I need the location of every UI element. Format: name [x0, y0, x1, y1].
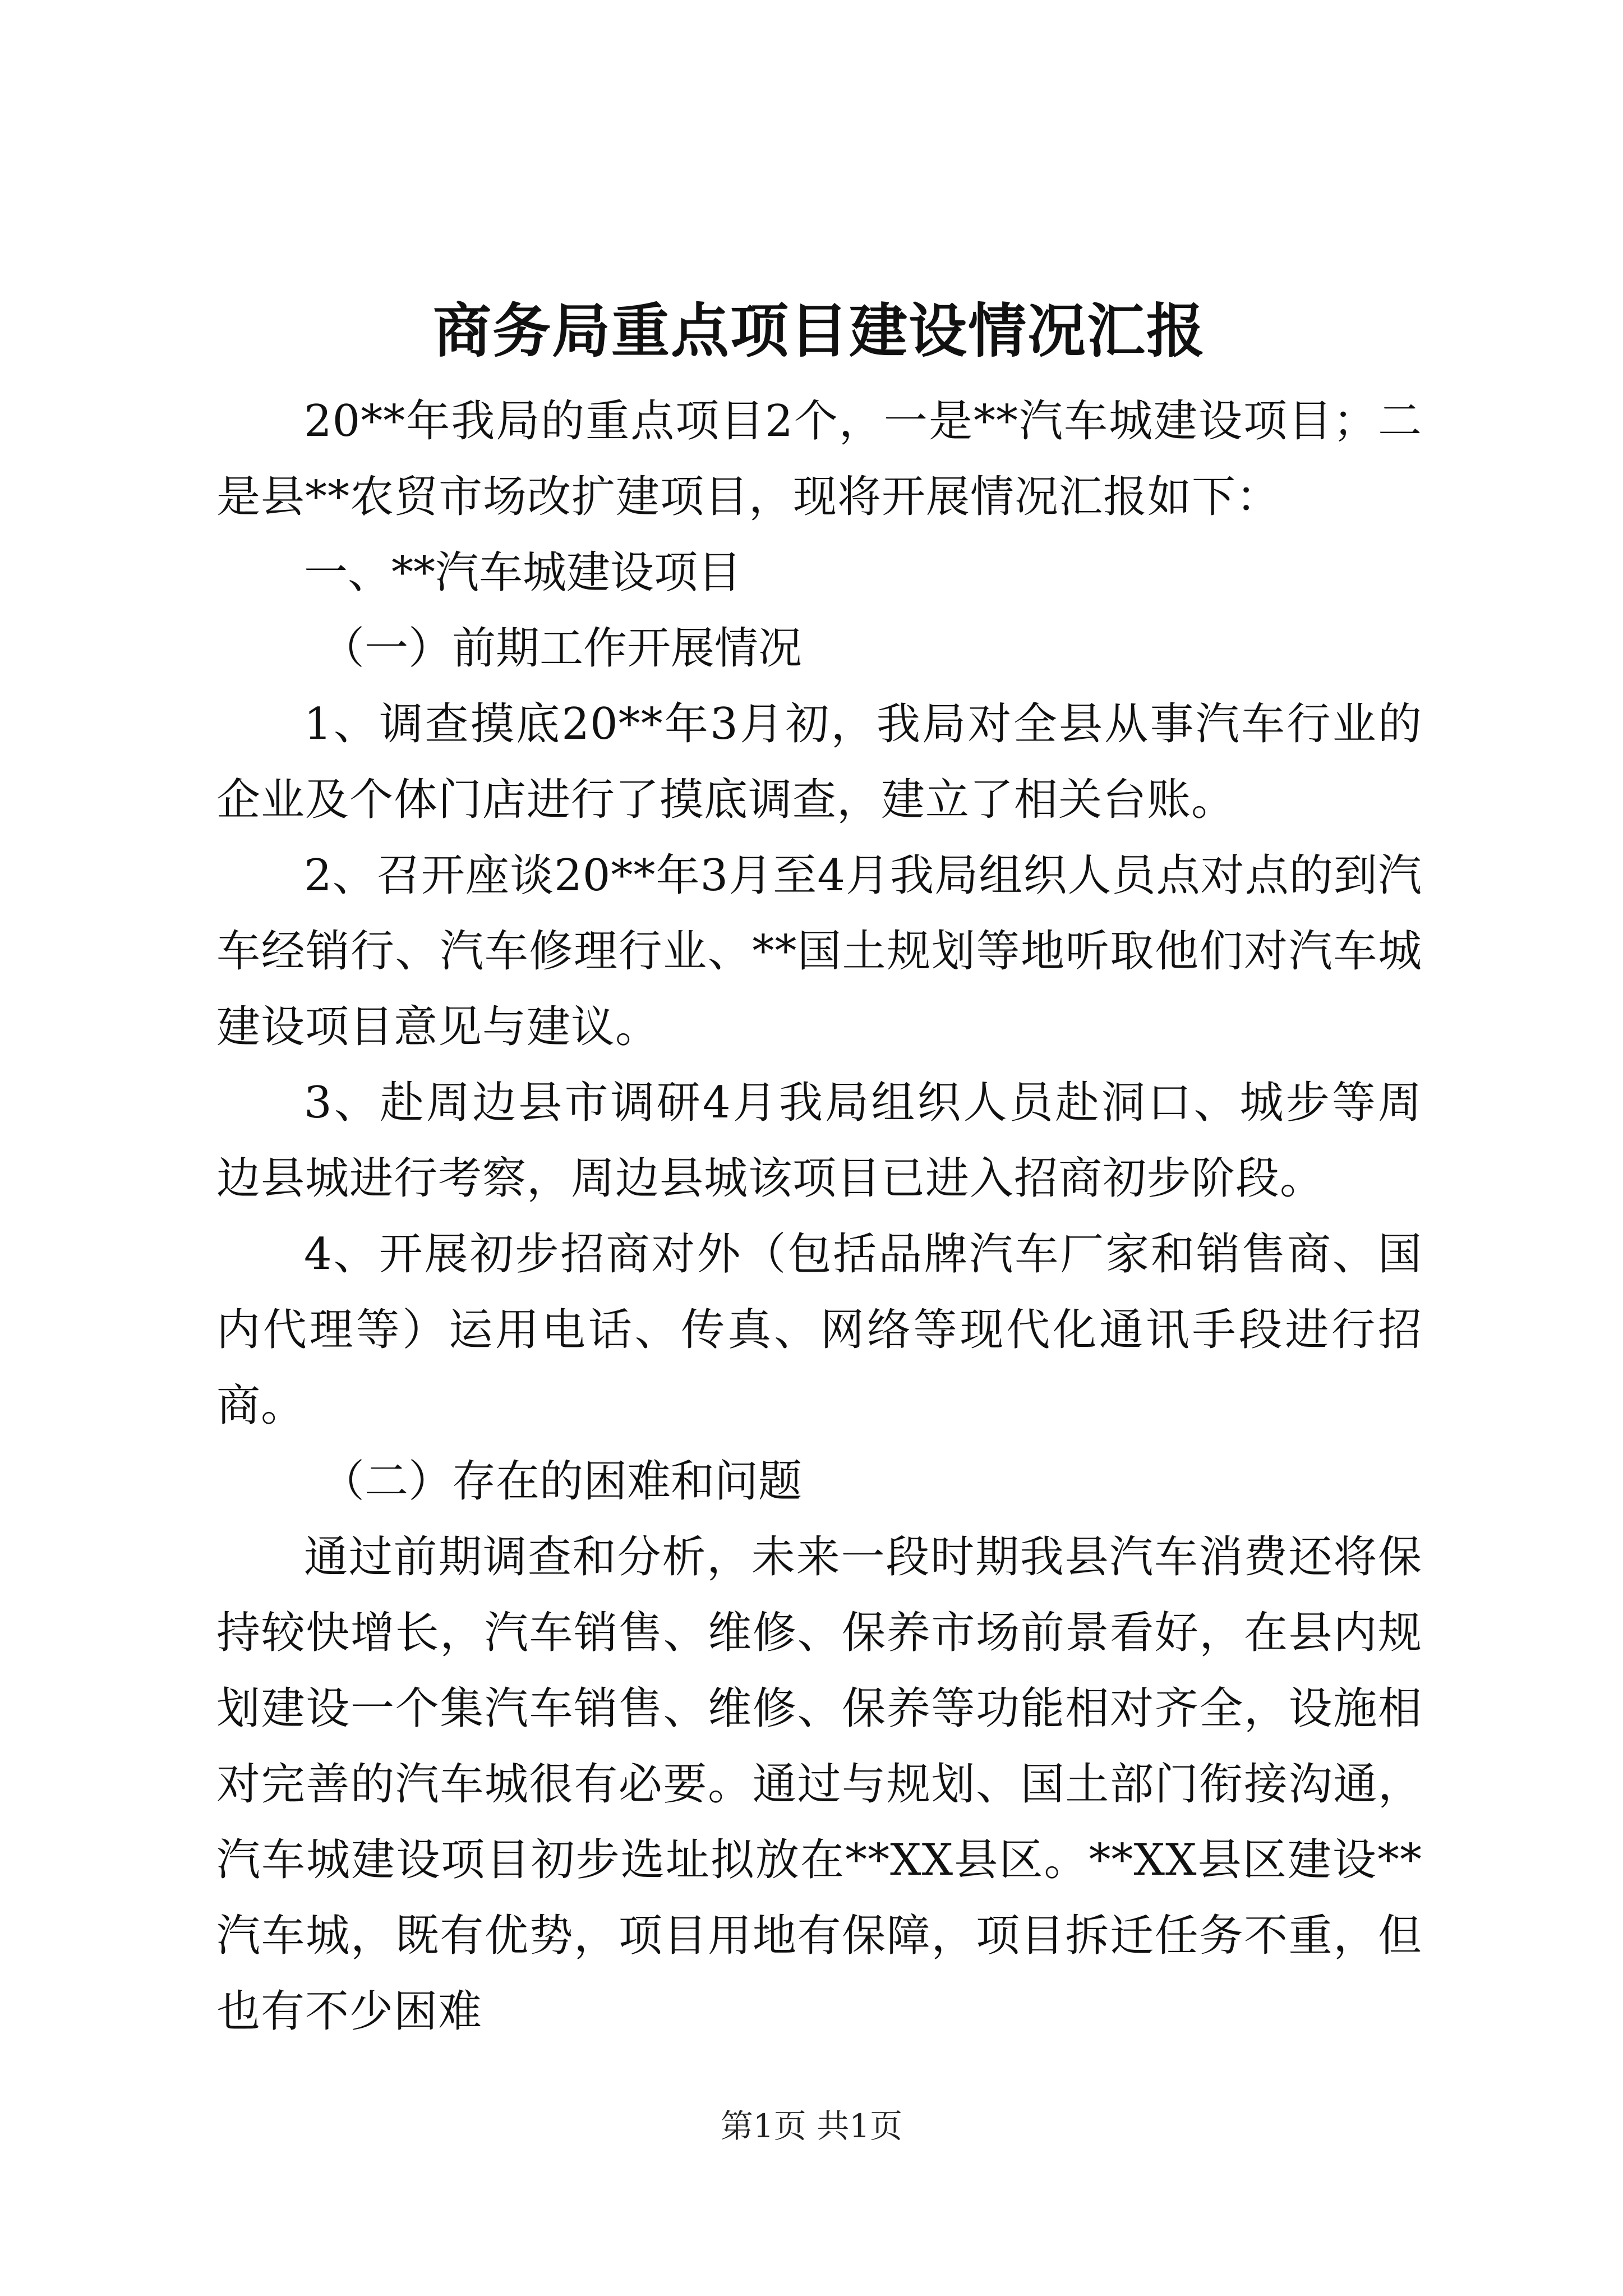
difficulties-paragraph: 通过前期调查和分析，未来一段时期我县汽车消费还将保持较快增长，汽车销售、维修、保养市场前景看好，在县内规划建设一个集汽车销售、维修、保养等功能相对齐全，设施相对完善的汽车城很有必要。通过与规划、国土部门衔接沟通，汽车城建设项目初步选址拟放在**XX县区。**XX县区建设**汽车城，既有优势，项目用地有保障，项目拆迁任务不重，但也有不少困难	[216, 1532, 1422, 2037]
page-footer: 第1页 共1页	[720, 2107, 903, 2145]
item-1-paragraph: 1、调查摸底20**年3月初，我局对全县从事汽车行业的企业及个体门店进行了摸底调查，建立了相关台账。	[216, 699, 1422, 825]
intro-paragraph: 20**年我局的重点项目2个，一是**汽车城建设项目；二是县**农贸市场改扩建项目，现将开展情况汇报如下：	[216, 396, 1422, 522]
subsection-two-heading: （二）存在的困难和问题	[321, 1456, 803, 1507]
item-4-paragraph: 4、开展初步招商对外（包括品牌汽车厂家和销售商、国内代理等）运用电话、传真、网络等现代化通讯手段进行招商。	[216, 1229, 1422, 1431]
item-2-paragraph: 2、召开座谈20**年3月至4月我局组织人员点对点的到汽车经销行、汽车修理行业、**国土规划等地听取他们对汽车城建设项目意见与建议。	[216, 850, 1422, 1052]
item-3-paragraph: 3、赴周边县市调研4月我局组织人员赴洞口、城步等周边县城进行考察，周边县城该项目已进入招商初步阶段。	[216, 1078, 1422, 1204]
subsection-one-heading: （一）前期工作开展情况	[321, 623, 803, 674]
section-one-heading: 一、**汽车城建设项目	[304, 547, 742, 598]
document-title: 商务局重点项目建设情况汇报	[432, 296, 1206, 365]
document-body	[216, 280, 1422, 2050]
